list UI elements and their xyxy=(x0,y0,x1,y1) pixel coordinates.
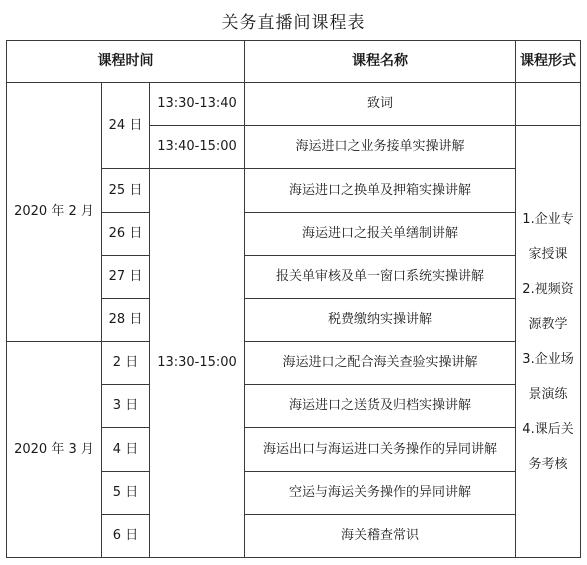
course-name-cell: 海运进口之送货及归档实操讲解 xyxy=(245,385,516,428)
header-row xyxy=(7,41,581,83)
course-name-cell: 税费缴纳实操讲解 xyxy=(245,298,516,341)
form-line: 家授课 xyxy=(528,246,568,262)
time-cell: 13:40-15:00 xyxy=(150,126,245,169)
header-course-time: 课程时间 xyxy=(7,41,245,83)
day-cell: 27 日 xyxy=(102,255,150,298)
day-cell: 25 日 xyxy=(102,169,150,212)
course-name-cell: 空运与海运关务操作的异同讲解 xyxy=(245,471,516,514)
form-line: 源教学 xyxy=(528,316,568,332)
course-name-cell: 海关稽查常识 xyxy=(245,514,516,557)
form-line: 1.企业专 xyxy=(522,211,574,227)
day-cell: 26 日 xyxy=(102,212,150,255)
page-title: 关务直播间课程表 xyxy=(221,13,366,33)
table-row xyxy=(7,83,581,126)
header-course-name: 课程名称 xyxy=(245,41,516,83)
course-name-cell: 海运进口之换单及押箱实操讲解 xyxy=(245,169,516,212)
shared-time-cell: 13:30-15:00 xyxy=(150,169,245,558)
course-name-cell: 海运进口之报关单缮制讲解 xyxy=(245,212,516,255)
course-form-cell xyxy=(516,126,581,558)
month-cell: 2020 年 3 月 xyxy=(7,342,102,558)
day-cell: 4 日 xyxy=(102,428,150,471)
time-cell: 13:30-13:40 xyxy=(150,83,245,126)
day-cell: 6 日 xyxy=(102,514,150,557)
course-name-cell: 报关单审核及单一窗口系统实操讲解 xyxy=(245,255,516,298)
form-line: 2.视频资 xyxy=(522,281,574,297)
empty-form-cell xyxy=(516,83,581,126)
course-name-cell: 海运进口之业务接单实操讲解 xyxy=(245,126,516,169)
day-cell: 3 日 xyxy=(102,385,150,428)
day-cell: 28 日 xyxy=(102,298,150,341)
day-cell: 24 日 xyxy=(102,83,150,169)
form-line: 3.企业场 xyxy=(522,351,574,367)
form-line: 4.课后关 xyxy=(522,421,574,437)
schedule-table xyxy=(6,40,581,558)
course-name-cell: 海运出口与海运进口关务操作的异同讲解 xyxy=(245,428,516,471)
course-name-cell: 海运进口之配合海关查验实操讲解 xyxy=(245,342,516,385)
form-line: 务考核 xyxy=(528,456,568,472)
table-row xyxy=(7,342,581,385)
day-cell: 5 日 xyxy=(102,471,150,514)
course-name-cell: 致词 xyxy=(245,83,516,126)
month-cell: 2020 年 2 月 xyxy=(7,83,102,342)
header-course-form: 课程形式 xyxy=(516,41,581,83)
form-line: 景演练 xyxy=(528,386,568,402)
day-cell: 2 日 xyxy=(102,342,150,385)
